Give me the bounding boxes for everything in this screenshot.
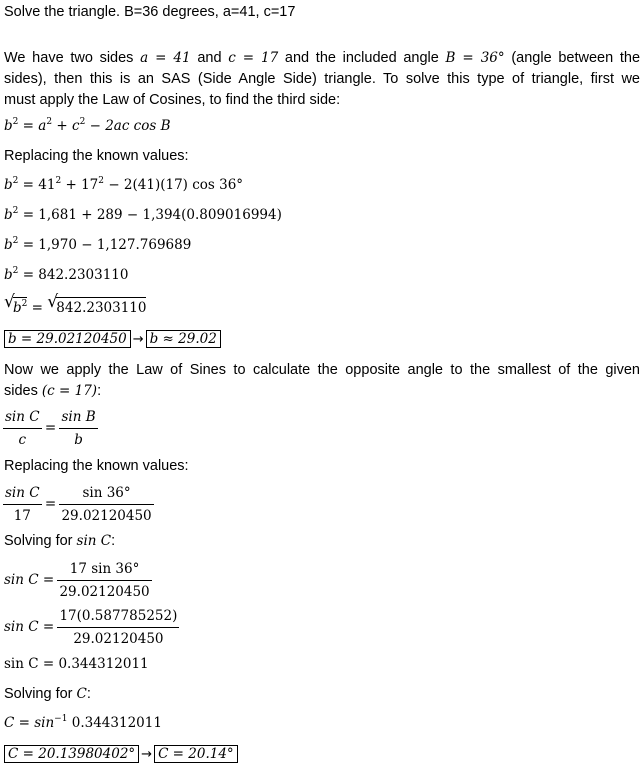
C-approx-box: C = 20.14° bbox=[154, 745, 238, 763]
sinC-value: sin C = 0.344312011 bbox=[4, 656, 149, 672]
b-approx-box: b ≈ 29.02 bbox=[146, 330, 221, 348]
intro-paragraph bbox=[4, 48, 640, 111]
sinC-expr-1: sin C = $\frac{17 \sin 36^\circ}{29.02120450}$ bbox=[4, 561, 150, 600]
sqrt-step: √ $b^2$ = √ 842.2303110 bbox=[4, 292, 147, 316]
replacing-label-2: Replacing the known values: bbox=[4, 458, 189, 474]
sines-substitution: $\frac{\text{sin C}}{17}$ = $\frac{\sin 36^\circ}{29.02120450}$ bbox=[5, 485, 152, 524]
step-4: $b^2 = 842.2303110$ bbox=[4, 266, 129, 283]
replacing-label-1: Replacing the known values: bbox=[4, 148, 189, 164]
solving-C-label: Solving for C: bbox=[4, 686, 91, 702]
problem-statement: Solve the triangle. B=36 degrees, a=41, c=17 bbox=[4, 4, 296, 20]
sines-line-2: sides (c = 17): bbox=[4, 383, 102, 399]
law-of-cosines: $b^2 = a^2 + c^2 - 2ac$ cos B bbox=[4, 117, 171, 134]
intro-line-3: must apply the Law of Cosines, to find the third side: bbox=[4, 92, 341, 108]
C-result bbox=[4, 745, 238, 764]
arrow-icon: → bbox=[141, 747, 153, 762]
step-2: $b^2 = 1,681 + 289 - 1,394(0.809016994)$ bbox=[4, 206, 282, 223]
sinC-expr-2: sin C = $\frac{17(0.587785252)}{29.02120450}$ bbox=[4, 608, 178, 647]
b-exact-box: b = 29.02120450 bbox=[4, 330, 131, 348]
C-inverse: $C = \sin^{-1} 0.344312011$ bbox=[4, 714, 162, 731]
b-result bbox=[4, 330, 221, 349]
solving-sinC-label: Solving for sin C: bbox=[4, 533, 116, 549]
sines-line-1: Now we apply the Law of Sines to calculate the opposite angle to the smallest of the given bbox=[4, 362, 640, 378]
sines-paragraph bbox=[4, 360, 640, 402]
substitution-line: $b^2 = 41^2 + 17^2 - 2(41)(17)$ cos 36° bbox=[4, 176, 244, 193]
C-exact-box: C = 20.13980402° bbox=[4, 745, 139, 763]
intro-line-2: sides), then this is an SAS (Side Angle Side) triangle. To solve this type of triangle, first we bbox=[4, 71, 640, 87]
step-3: $b^2 = 1,970 - 1,127.769689$ bbox=[4, 236, 192, 253]
intro-line-1: We have two sides a = 41 and c = 17 and the included angle B = 36° (angle between the bbox=[4, 50, 641, 66]
law-of-sines: $\frac{\text{sin C}}{c}$ = $\frac{\text{sin B}}{b}$ bbox=[5, 409, 96, 448]
arrow-icon: → bbox=[132, 332, 144, 347]
